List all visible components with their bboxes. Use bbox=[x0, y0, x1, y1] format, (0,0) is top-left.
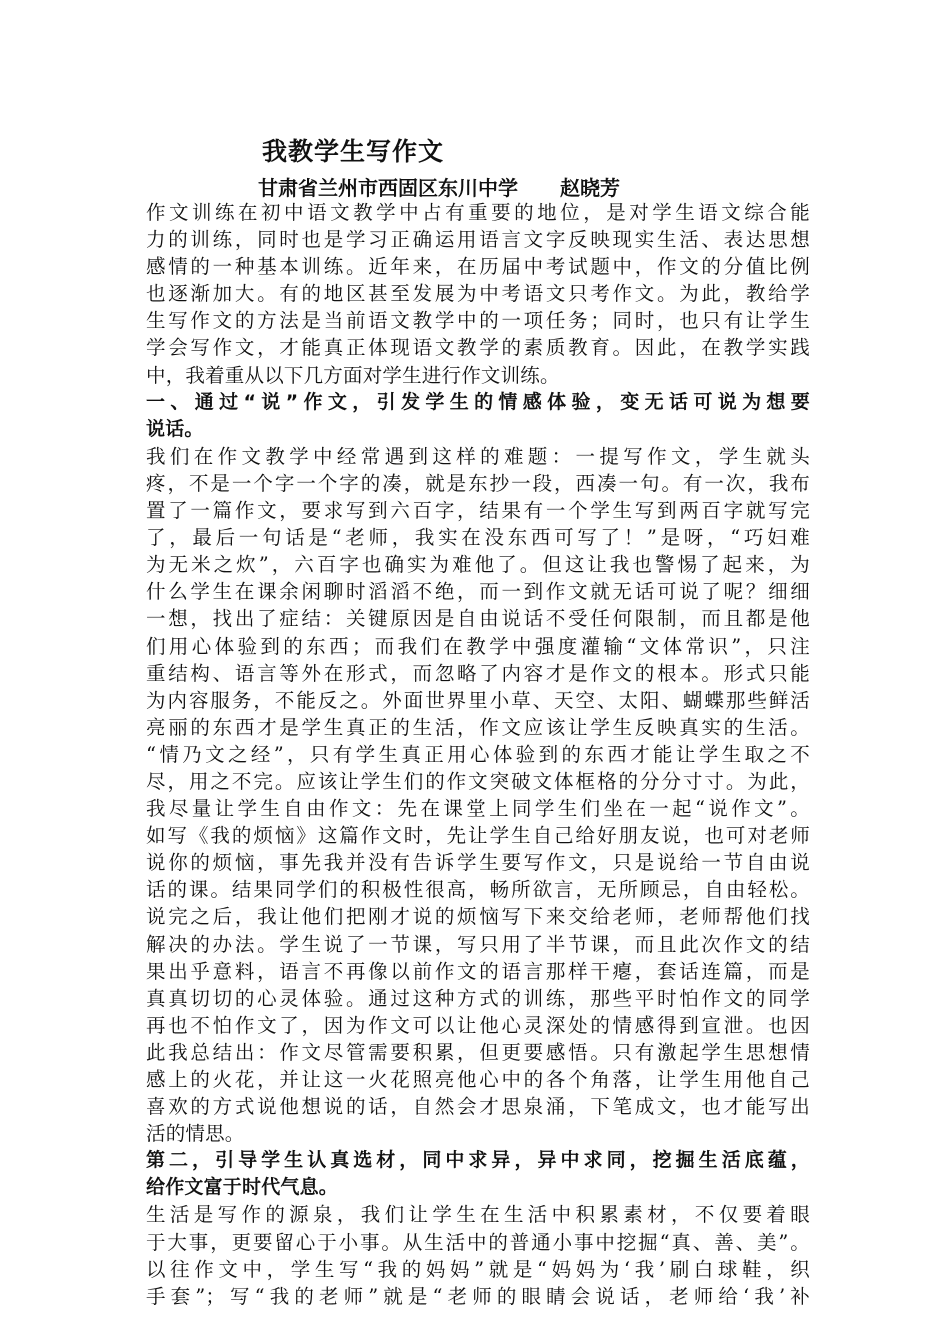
paragraph-line: 解决的办法。学生说了一节课，写只用了半节课，而且此次作文的结 bbox=[146, 932, 810, 956]
paragraph-line: 感情的一种基本训练。近年来，在历届中考试题中，作文的分值比例 bbox=[146, 255, 810, 279]
paragraph-line: 话的课。结果同学们的积极性很高，畅所欲言，无所顾忌，自由轻松。 bbox=[146, 878, 810, 902]
paragraph-line: 什么学生在课余闲聊时滔滔不绝，而一到作文就无话可说了呢？细细 bbox=[146, 580, 810, 604]
paragraph-line: 力的训练，同时也是学习正确运用语言文字反映现实生活、表达思想 bbox=[146, 228, 810, 252]
section-heading-line: 第二，引导学生认真选材，同中求异，异中求同，挖掘生活底蕴， bbox=[146, 1149, 810, 1172]
paragraph-line: 为无米之炊”，六百字也确实为难他了。但这让我也警惕了起来，为 bbox=[146, 553, 810, 577]
paragraph-line: 说完之后，我让他们把刚才说的烦恼写下来交给老师，老师帮他们找 bbox=[146, 905, 810, 929]
paragraph-line: 置了一篇作文，要求写到六百字，结果有一个学生写到两百字就写完 bbox=[146, 499, 810, 523]
school-name: 甘肃省兰州市西固区东川中学 bbox=[258, 176, 518, 200]
paragraph-line: 活的情思。 bbox=[146, 1122, 245, 1146]
paragraph-line: 中，我着重从以下几方面对学生进行作文训练。 bbox=[146, 363, 560, 387]
paragraph-line: 我尽量让学生自由作文：先在课堂上同学生们坐在一起“说作文”。 bbox=[146, 797, 810, 821]
document-title: 我教学生写作文 bbox=[262, 137, 445, 166]
paragraph-line: 以往作文中，学生写“我的妈妈”就是“妈妈为‘我’刷白球鞋，织 bbox=[146, 1257, 810, 1281]
paragraph-line: 生活是写作的源泉，我们让学生在生活中积累素材，不仅要着眼 bbox=[146, 1203, 810, 1227]
paragraph-line: 我们在作文教学中经常遇到这样的难题：一提写作文，学生就头 bbox=[146, 444, 810, 468]
paragraph-line: 了，最后一句话是“老师，我实在没东西可写了！”是呀，“巧妇难 bbox=[146, 526, 810, 550]
paragraph-line: 感上的火花，并让这一火花照亮他心中的各个角落，让学生用他自己 bbox=[146, 1068, 810, 1091]
paragraph-line: 真真切切的心灵体验。通过这种方式的训练，那些平时怕作文的同学 bbox=[146, 986, 810, 1010]
body-text bbox=[146, 199, 810, 1310]
paragraph-line: 尽，用之不完。应该让学生们的作文突破文体框格的分分寸寸。为此， bbox=[146, 769, 810, 793]
section-heading-line: 说话。 bbox=[146, 417, 204, 440]
paragraph-line: 于大事，更要留心于小事。从生活中的普通小事中挖掘“真、善、美”。 bbox=[146, 1230, 810, 1254]
paragraph-line: 如写《我的烦恼》这篇作文时，先让学生自己给好朋友说，也可对老师 bbox=[146, 824, 810, 848]
paragraph-line: 作文训练在初中语文教学中占有重要的地位，是对学生语文综合能 bbox=[146, 201, 810, 224]
paragraph-line: 喜欢的方式说他想说的话，自然会才思泉涌，下笔成文，也才能写出 bbox=[146, 1095, 810, 1119]
paragraph-line: “情乃文之经”，只有学生真正用心体验到的东西才能让学生取之不 bbox=[146, 742, 810, 766]
paragraph-line: 们用心体验到的东西；而我们在教学中强度灌输“文体常识”，只注 bbox=[146, 634, 810, 658]
paragraph-line: 亮丽的东西才是学生真正的生活，作文应该让学生反映真实的生活。 bbox=[146, 715, 810, 739]
author-name: 赵晓芳 bbox=[560, 176, 620, 200]
paragraph-line: 为内容服务，不能反之。外面世界里小草、天空、太阳、蝴蝶那些鲜活 bbox=[146, 688, 810, 712]
section-heading-line: 一、通过“说”作文，引发学生的情感体验，变无话可说为想要 bbox=[146, 390, 810, 413]
paragraph-line: 说你的烦恼，事先我并没有告诉学生要写作文，只是说给一节自由说 bbox=[146, 851, 810, 875]
paragraph-line: 疼，不是一个字一个字的凑，就是东抄一段，西凑一句。有一次，我布 bbox=[146, 471, 810, 495]
paragraph-line: 再也不怕作文了，因为作文可以让他心灵深处的情感得到宣泄。也因 bbox=[146, 1013, 810, 1037]
paragraph-line: 一想，找出了症结：关键原因是自由说话不受任何限制，而且都是他 bbox=[146, 607, 810, 631]
paragraph-line: 生写作文的方法是当前语文教学中的一项任务；同时，也只有让学生 bbox=[146, 309, 810, 333]
paragraph-line: 果出乎意料，语言不再像以前作文的语言那样干瘪，套话连篇，而是 bbox=[146, 959, 810, 983]
byline bbox=[258, 172, 620, 201]
paragraph-line: 也逐渐加大。有的地区甚至发展为中考语文只考作文。为此，教给学 bbox=[146, 282, 810, 306]
section-heading-line: 给作文富于时代气息。 bbox=[146, 1176, 339, 1199]
paragraph-line: 重结构、语言等外在形式，而忽略了内容才是作文的根本。形式只能 bbox=[146, 661, 810, 685]
paragraph-line: 学会写作文，才能真正体现语文教学的素质教育。因此，在教学实践 bbox=[146, 336, 810, 360]
paragraph-line: 此我总结出：作文尽管需要积累，但更要感悟。只有激起学生思想情 bbox=[146, 1040, 810, 1064]
paragraph-line: 手套”；写“我的老师”就是“老师的眼睛会说话，老师给‘我’补 bbox=[146, 1284, 810, 1308]
